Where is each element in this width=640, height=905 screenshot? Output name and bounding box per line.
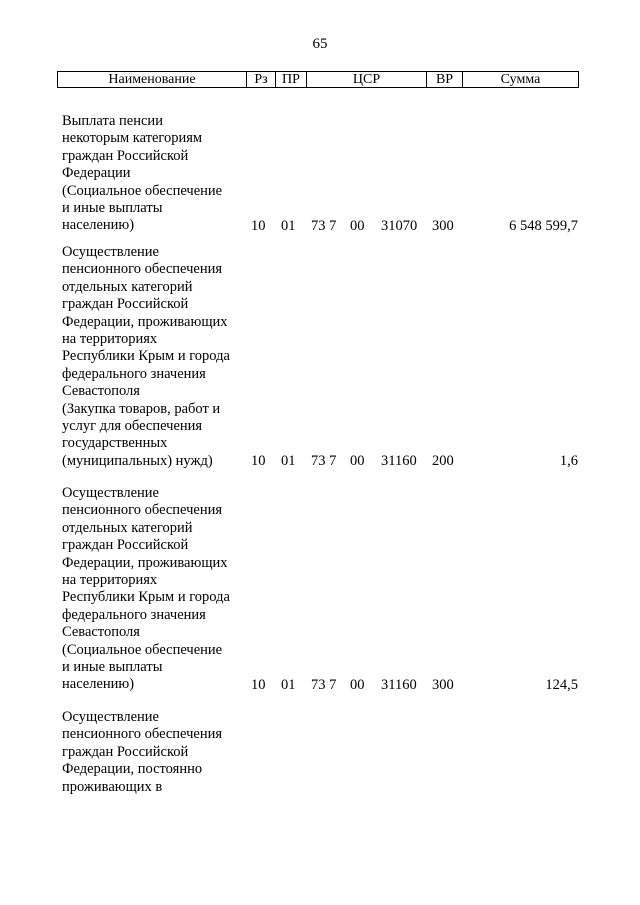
header-vr: ВР [426,72,462,87]
row-pr: 01 [281,676,296,693]
row-vr: 300 [432,676,454,693]
row-csr-direction: 31160 [381,676,417,693]
header-pr: ПР [275,72,306,87]
row-rz: 10 [251,676,266,693]
row-csr-subprogram: 00 [350,676,365,693]
row-csr-direction: 31070 [381,217,418,234]
header-sum: Сумма [462,72,578,87]
row-csr-subprogram: 00 [350,452,365,469]
row-sum: 6 548 599,7 [509,217,578,234]
row-name: Выплата пенсии некоторым категориям граждан Российской Федерации (Социальное обеспечение и иные выплаты населению) [62,113,223,234]
row-pr: 01 [281,452,296,469]
row-csr-program: 73 7 [311,676,337,693]
row-csr-program: 73 7 [311,452,337,469]
header-name: Наименование [108,72,196,87]
row-vr: 200 [432,452,454,469]
table-row [0,113,640,235]
table-row [0,244,640,470]
row-sum: 1,6 [559,452,578,469]
header-csr: ЦСР [306,72,426,87]
table-row [0,709,640,799]
header-rz: Рз [246,72,275,87]
row-pr: 01 [281,217,296,234]
row-csr-subprogram: 00 [350,217,365,234]
row-name: Осуществление пенсионного обеспечения отдельных категорий граждан Российской Федерации, проживающих на территориях Республики Крым и города федерального значения Севастополя (Социальное обеспечение и иные выплаты населению) [62,485,230,693]
row-name: Осуществление пенсионного обеспечения отдельных категорий граждан Российской Федерации, проживающих на территориях Республики Крым и города федерального значения Севастополя (Закупка товаров, работ и услуг для обеспечения государственных (муниципальных) нужд) [62,244,230,469]
row-vr: 300 [432,217,454,234]
table-header [57,71,579,88]
row-rz: 10 [251,217,266,234]
row-csr-program: 73 7 [311,217,337,234]
row-name: Осуществление пенсионного обеспечения граждан Российской Федерации, постоянно проживающих в [62,709,223,795]
table-row [0,485,640,694]
row-rz: 10 [251,452,266,469]
row-csr-direction: 31160 [381,452,417,469]
row-sum: 124,5 [545,676,578,693]
page-number: 65 [312,36,328,52]
